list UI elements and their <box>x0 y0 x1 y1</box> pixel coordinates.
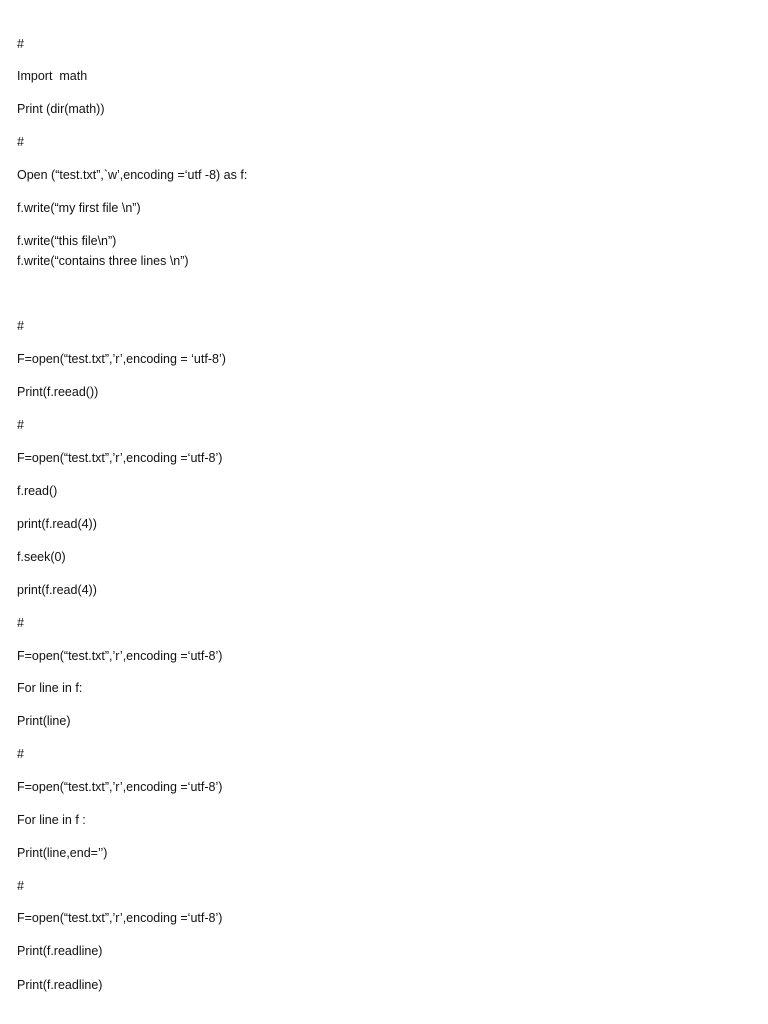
doc-line: # <box>17 747 24 761</box>
doc-line: Print(line) <box>17 714 71 728</box>
doc-line: F=open(“test.txt”,’r’,encoding =‘utf-8’) <box>17 911 223 925</box>
doc-line: F=open(“test.txt”,’r’,encoding =‘utf-8’) <box>17 649 223 663</box>
doc-line: print(f.read(4)) <box>17 517 97 531</box>
doc-line: f.write(“my first file \n”) <box>17 201 141 215</box>
doc-line: Print (dir(math)) <box>17 102 105 116</box>
doc-line: f.seek(0) <box>17 550 66 564</box>
doc-line: For line in f: <box>17 681 83 695</box>
doc-line: f.write(“contains three lines \n”) <box>17 254 189 268</box>
doc-line: Print(f.reead()) <box>17 385 99 399</box>
doc-line: # <box>17 37 24 51</box>
doc-line: F=open(“test.txt”,’r’,encoding =‘utf-8’) <box>17 780 223 794</box>
doc-line: Print(f.readline) <box>17 978 103 992</box>
doc-line: # <box>17 319 24 333</box>
doc-line: Print(f.readline) <box>17 944 103 958</box>
doc-line: F=open(“test.txt”,’r’,encoding = ‘utf-8’) <box>17 352 226 366</box>
doc-line: print(f.read(4)) <box>17 583 97 597</box>
doc-line: # <box>17 418 24 432</box>
doc-line: # <box>17 879 24 893</box>
doc-line: F=open(“test.txt”,’r’,encoding =‘utf-8’) <box>17 451 223 465</box>
doc-line: Import math <box>17 69 88 83</box>
doc-line: Print(line,end=’’) <box>17 846 108 860</box>
doc-line: # <box>17 616 24 630</box>
doc-line: f.read() <box>17 484 58 498</box>
doc-line: f.write(“this file\n”) <box>17 234 117 248</box>
doc-line: Open (“test.txt”,`w’,encoding =‘utf -8) as f: <box>17 168 248 182</box>
doc-line: For line in f : <box>17 813 86 827</box>
doc-line: # <box>17 135 24 149</box>
